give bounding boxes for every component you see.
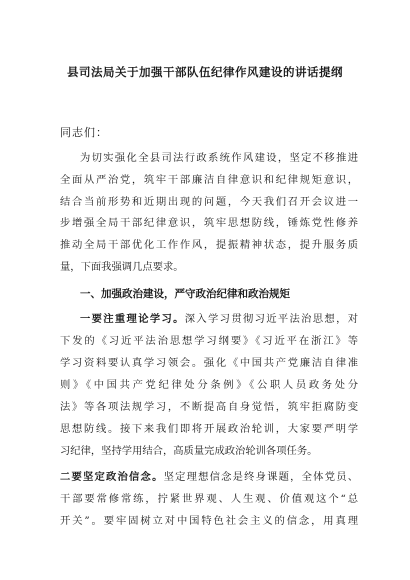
point-2-first-line bbox=[60, 470, 358, 484]
section-heading: 一、加强政治建设，严守政治纪律和政治规矩 bbox=[80, 288, 290, 300]
intro-line: 量，下面我强调几点要求。 bbox=[60, 261, 184, 273]
point-2-line: 开关”。要牢固树立对中国特色社会主义的信念，用真理 bbox=[60, 515, 358, 527]
intro-line: 为切实强化全县司法行政系统作风建设，坚定不移推进 bbox=[80, 152, 358, 164]
point-1-line: 下发的《习近平法治思想学习纲要》《习近平在浙江》等 bbox=[60, 335, 358, 347]
point-1-text: 深入学习贯彻习近平法治思想，对 bbox=[184, 313, 359, 325]
intro-line: 步增强全局干部纪律意识，筑牢思想防线，锤炼党性修养 bbox=[60, 217, 358, 229]
point-1-first-line bbox=[80, 312, 358, 326]
point-1-line: 思想防线。接下来我们即将开展政治轮训，大家要严明学 bbox=[60, 423, 358, 435]
point-1-line: 则》《中国共产党纪律处分条例》《公职人员政务处分 bbox=[60, 379, 358, 391]
point-1-line: 习纪律，坚持学用结合，高质量完成政治轮训各项任务。 bbox=[60, 445, 318, 457]
salutation: 同志们： bbox=[60, 126, 108, 139]
document-title: 县司法局关于加强干部队伍纪律作风建设的讲话提纲 bbox=[67, 65, 343, 79]
intro-line: 结合当前形势和近期出现的问题，今天我们召开会议进一 bbox=[60, 196, 358, 208]
intro-line: 推动全局干部优化工作作风，提振精神状态，提升服务质 bbox=[60, 239, 358, 251]
point-2-label: 二要坚定政治信念。 bbox=[60, 471, 164, 483]
point-1-line: 学习资料要认真学习领会。强化《中国共产党廉洁自律准 bbox=[60, 357, 358, 369]
point-2-line: 干部要常修常练，拧紧世界观、人生观、价值观这个“总 bbox=[60, 493, 358, 505]
point-2-text: 坚定理想信念是终身课题，全体党员、 bbox=[163, 471, 359, 483]
point-1-label: 一要注重理论学习。 bbox=[80, 313, 185, 325]
point-1-line: 法》等各项法规学习，不断提高自身觉悟，筑牢拒腐防变 bbox=[60, 401, 358, 413]
intro-line: 全面从严治党，筑牢干部廉洁自律意识和纪律规矩意识， bbox=[60, 174, 358, 186]
